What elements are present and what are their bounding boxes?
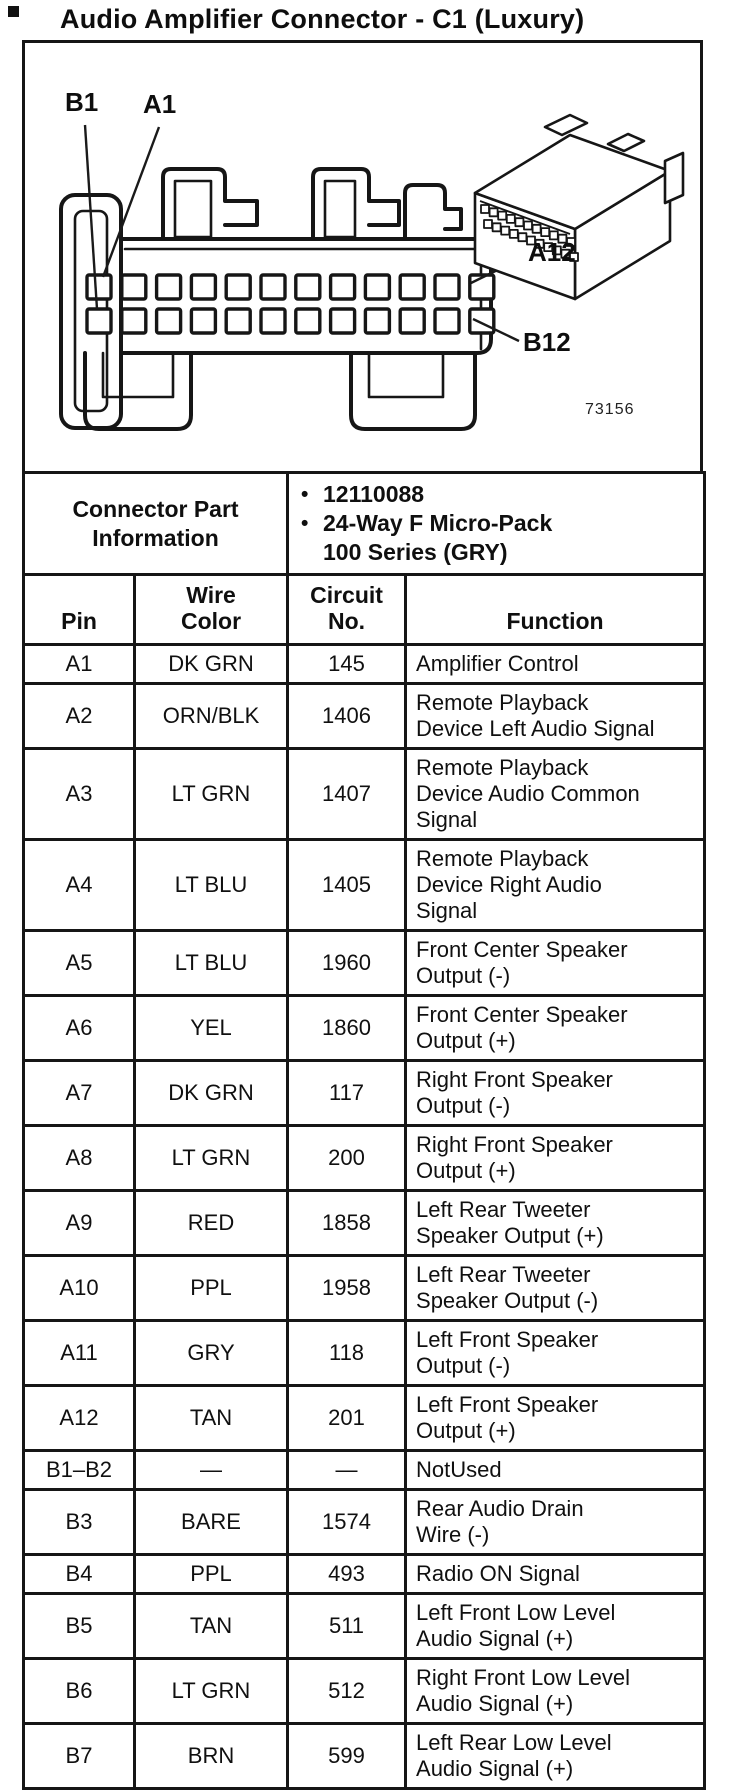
connector-info-item: [301, 509, 703, 538]
cell-color: —: [135, 1451, 288, 1490]
connector-figure: [22, 40, 703, 471]
cell-pin: A8: [24, 1126, 135, 1191]
pin-cavity: [87, 275, 111, 299]
cell-circuit: 118: [288, 1321, 406, 1386]
cell-function: [406, 996, 705, 1061]
pin-cavity: [400, 309, 424, 333]
cell-color: GRY: [135, 1321, 288, 1386]
cell-color: LT BLU: [135, 931, 288, 996]
table-row: [24, 1724, 705, 1789]
connector-info-item: [301, 538, 703, 567]
cell-function: [406, 1724, 705, 1789]
function-line: Audio Signal (+): [416, 1691, 574, 1716]
connector-info-text: 24-Way F Micro-Pack: [323, 510, 553, 536]
iso-hole: [541, 228, 549, 236]
function-line: Speaker Output (-): [416, 1288, 599, 1313]
iso-hole: [501, 227, 509, 235]
cell-pin: A5: [24, 931, 135, 996]
cell-circuit: 1574: [288, 1490, 406, 1555]
iso-hole: [510, 230, 518, 238]
bullet-icon: •: [301, 512, 309, 535]
function-line: Wire (-): [416, 1522, 490, 1547]
cell-circuit: 599: [288, 1724, 406, 1789]
function-line: Audio Signal (+): [416, 1756, 574, 1781]
pin-cavity: [331, 275, 355, 299]
iso-latch: [545, 115, 587, 135]
figure-number: 73156: [585, 401, 635, 418]
cell-pin: A3: [24, 749, 135, 840]
table-row: [24, 931, 705, 996]
iso-hole: [518, 233, 526, 241]
cell-function: [406, 840, 705, 931]
pin-cavity: [331, 309, 355, 333]
cell-function: [406, 684, 705, 749]
connector-3d-view: [475, 115, 683, 299]
function-line: Amplifier Control: [416, 651, 579, 676]
cell-circuit: 1958: [288, 1256, 406, 1321]
function-line: Output (-): [416, 1353, 511, 1378]
function-line: Output (+): [416, 1028, 516, 1053]
connector-bottom-tab: [85, 353, 191, 429]
table-row: [24, 645, 705, 684]
function-line: Audio Signal (+): [416, 1626, 574, 1651]
connector-info-heading-line: Information: [92, 524, 219, 551]
pin-cavity: [191, 275, 215, 299]
pin-cavity: [261, 309, 285, 333]
cell-circuit: 117: [288, 1061, 406, 1126]
scan-artifact: [8, 6, 19, 17]
cell-color: LT GRN: [135, 1126, 288, 1191]
cell-color: RED: [135, 1191, 288, 1256]
cell-circuit: 1406: [288, 684, 406, 749]
table-row: [24, 1594, 705, 1659]
cell-color: PPL: [135, 1256, 288, 1321]
table-row: [24, 1451, 705, 1490]
cell-pin: A12: [24, 1386, 135, 1451]
pin-cavity: [365, 275, 389, 299]
function-line: Remote Playback: [416, 755, 589, 780]
function-line: Front Center Speaker: [416, 1002, 628, 1027]
function-line: Front Center Speaker: [416, 937, 628, 962]
cell-function: [406, 1659, 705, 1724]
cell-circuit: 1860: [288, 996, 406, 1061]
cell-pin: B1–B2: [24, 1451, 135, 1490]
function-line: Radio ON Signal: [416, 1561, 580, 1586]
table-row: [24, 1321, 705, 1386]
function-line: Remote Playback: [416, 846, 589, 871]
function-line: Left Rear Low Level: [416, 1730, 612, 1755]
pin-cavity: [296, 275, 320, 299]
pin-cavity: [296, 309, 320, 333]
function-line: Right Front Low Level: [416, 1665, 631, 1690]
cell-function: [406, 1594, 705, 1659]
pin-callout-b12: B12: [523, 327, 571, 357]
connector-info-heading: [24, 473, 288, 575]
connector-info-item: [301, 480, 703, 509]
cell-pin: A11: [24, 1321, 135, 1386]
function-line: Signal: [416, 898, 478, 923]
function-line: Output (-): [416, 1093, 511, 1118]
cell-color: TAN: [135, 1594, 288, 1659]
function-line: Speaker Output (+): [416, 1223, 604, 1248]
cell-function: [406, 1191, 705, 1256]
pin-cavity: [122, 309, 146, 333]
cell-function: [406, 1061, 705, 1126]
cell-pin: A4: [24, 840, 135, 931]
iso-hole: [490, 208, 498, 216]
header-circuit-no: Circuit No.: [288, 575, 406, 645]
table-row: [24, 1191, 705, 1256]
cell-circuit: 1407: [288, 749, 406, 840]
table-row: [24, 1126, 705, 1191]
function-line: Output (+): [416, 1418, 516, 1443]
header-function: Function: [406, 575, 705, 645]
cell-color: DK GRN: [135, 645, 288, 684]
cell-color: DK GRN: [135, 1061, 288, 1126]
iso-hole: [515, 218, 523, 226]
cell-function: [406, 749, 705, 840]
function-line: Right Front Speaker: [416, 1132, 613, 1157]
cell-function: [406, 1451, 705, 1490]
pin-callout-a12: A12: [528, 237, 576, 267]
cell-circuit: 511: [288, 1594, 406, 1659]
function-line: NotUsed: [416, 1457, 502, 1482]
iso-hole: [507, 215, 515, 223]
iso-hole: [524, 222, 532, 230]
pin-cavity: [470, 309, 494, 333]
cell-circuit: 1405: [288, 840, 406, 931]
function-line: Rear Audio Drain: [416, 1496, 584, 1521]
function-line: Left Rear Tweeter: [416, 1262, 591, 1287]
cell-pin: B7: [24, 1724, 135, 1789]
cell-pin: A9: [24, 1191, 135, 1256]
iso-hole: [484, 220, 492, 228]
cell-pin: A6: [24, 996, 135, 1061]
iso-hole: [481, 205, 489, 213]
cell-circuit: 201: [288, 1386, 406, 1451]
cell-circuit: —: [288, 1451, 406, 1490]
connector-info-text: 100 Series (GRY): [323, 539, 508, 565]
function-line: Left Rear Tweeter: [416, 1197, 591, 1222]
connector-info-details: [288, 473, 705, 575]
table-row: [24, 684, 705, 749]
table-row: [24, 996, 705, 1061]
cell-function: [406, 1256, 705, 1321]
iso-latch: [665, 153, 683, 203]
pin-callout-a1: A1: [143, 89, 177, 119]
cell-function: [406, 645, 705, 684]
iso-latch: [608, 134, 644, 151]
table-row: [24, 1490, 705, 1555]
cell-pin: B4: [24, 1555, 135, 1594]
function-line: Left Front Low Level: [416, 1600, 616, 1625]
cell-circuit: 512: [288, 1659, 406, 1724]
cell-function: [406, 1321, 705, 1386]
pin-cavity: [400, 275, 424, 299]
connector-info-text: 12110088: [323, 481, 425, 507]
pinout-table: [22, 471, 706, 1790]
cell-color: BARE: [135, 1490, 288, 1555]
pin-callout-b1: B1: [65, 87, 99, 117]
cell-color: LT GRN: [135, 1659, 288, 1724]
function-line: Left Front Speaker: [416, 1392, 599, 1417]
pin-cavity: [87, 309, 111, 333]
function-line: Signal: [416, 807, 478, 832]
function-line: Left Front Speaker: [416, 1327, 599, 1352]
pin-grid: [87, 275, 494, 333]
cell-color: ORN/BLK: [135, 684, 288, 749]
pin-cavity: [157, 309, 181, 333]
connector-info-heading-line: Connector Part: [72, 495, 239, 522]
pin-cavity: [226, 309, 250, 333]
cell-pin: A7: [24, 1061, 135, 1126]
cell-pin: A1: [24, 645, 135, 684]
cell-color: PPL: [135, 1555, 288, 1594]
page-title: Audio Amplifier Connector - C1 (Luxury): [60, 4, 585, 34]
connector-info-row: [24, 473, 705, 575]
pin-cavity: [122, 275, 146, 299]
table-row: [24, 1061, 705, 1126]
pin-cavity: [191, 309, 215, 333]
pin-cavity: [226, 275, 250, 299]
function-line: Device Right Audio: [416, 872, 602, 897]
cell-pin: B5: [24, 1594, 135, 1659]
cell-circuit: 1858: [288, 1191, 406, 1256]
cell-circuit: 200: [288, 1126, 406, 1191]
table-row: [24, 1386, 705, 1451]
cell-function: [406, 1490, 705, 1555]
table-row: [24, 1555, 705, 1594]
pin-cavity: [435, 275, 459, 299]
cell-color: TAN: [135, 1386, 288, 1451]
cell-function: [406, 1555, 705, 1594]
cell-pin: A10: [24, 1256, 135, 1321]
header-wire-color: Wire Color: [135, 575, 288, 645]
iso-hole: [498, 212, 506, 220]
cell-color: BRN: [135, 1724, 288, 1789]
cell-color: LT BLU: [135, 840, 288, 931]
cell-function: [406, 1126, 705, 1191]
iso-hole: [533, 225, 541, 233]
pin-cavity: [435, 309, 459, 333]
table-row: [24, 1659, 705, 1724]
cell-color: LT GRN: [135, 749, 288, 840]
cell-function: [406, 1386, 705, 1451]
function-line: Output (+): [416, 1158, 516, 1183]
cell-circuit: 493: [288, 1555, 406, 1594]
table-row: [24, 840, 705, 931]
cell-circuit: 145: [288, 645, 406, 684]
bullet-icon: •: [301, 483, 309, 506]
cell-circuit: 1960: [288, 931, 406, 996]
cell-function: [406, 931, 705, 996]
table-row: [24, 749, 705, 840]
function-line: Device Left Audio Signal: [416, 716, 655, 741]
iso-hole: [493, 223, 501, 231]
connector-top-tab: [405, 185, 461, 239]
header-pin: Pin: [24, 575, 135, 645]
pin-cavity: [157, 275, 181, 299]
cell-pin: B3: [24, 1490, 135, 1555]
cell-pin: B6: [24, 1659, 135, 1724]
cell-pin: A2: [24, 684, 135, 749]
table-row: [24, 1256, 705, 1321]
function-line: Device Audio Common: [416, 781, 640, 806]
pin-cavity: [261, 275, 285, 299]
function-line: Right Front Speaker: [416, 1067, 613, 1092]
pin-cavity: [365, 309, 389, 333]
table-header-row: [24, 575, 705, 645]
function-line: Remote Playback: [416, 690, 589, 715]
cell-color: YEL: [135, 996, 288, 1061]
function-line: Output (-): [416, 963, 511, 988]
